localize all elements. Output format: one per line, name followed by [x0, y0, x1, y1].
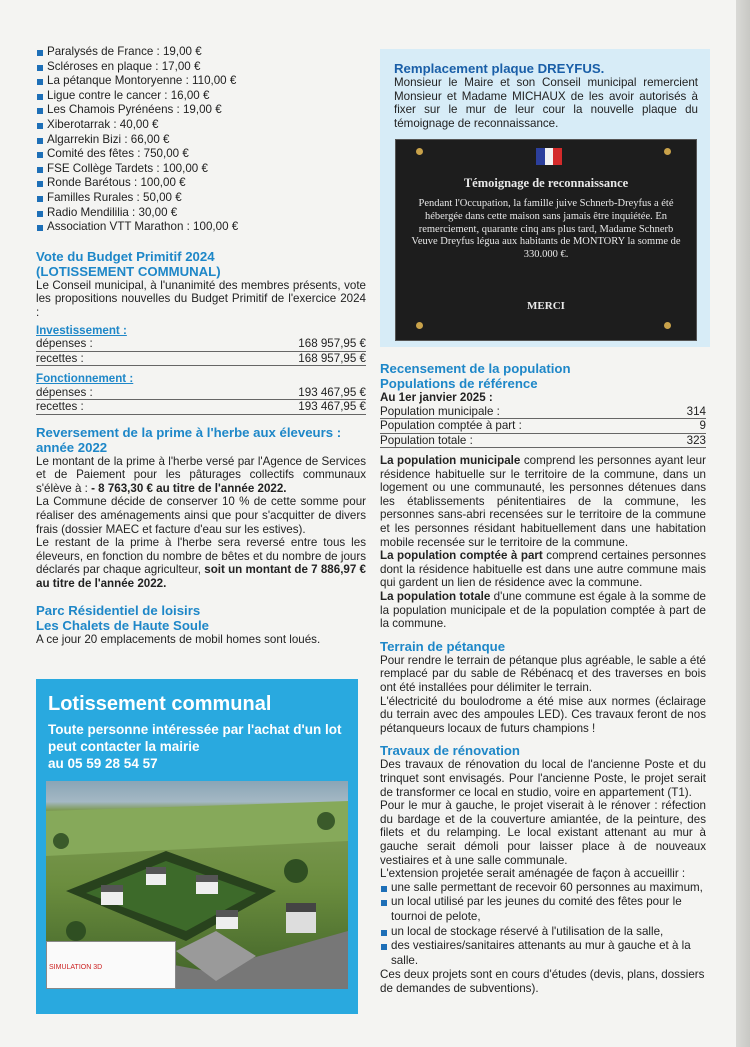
- population-row: [380, 419, 706, 434]
- budget-section: [36, 249, 366, 415]
- invest-dep-row: [36, 337, 366, 352]
- prime-p2: La Commune décide de conserver 10 % de cette somme pour réaliser des aménagements ainsi que pour s'acquitter de divers frais (dossier MAEC et facture d'eau sur les estives).: [36, 495, 366, 536]
- renovation-item: un local de stockage réservé à l'utilisation de la salle,: [380, 925, 706, 940]
- amount: - 8 763,30 € au titre de l'année 2022.: [87, 481, 287, 495]
- renovation-list: [380, 881, 706, 969]
- value: 193 467,95 €: [298, 385, 366, 399]
- screw-icon: [664, 148, 671, 155]
- def-totale: [380, 590, 706, 631]
- screw-icon: [416, 322, 423, 329]
- subsidy-item: Ronde Barétous : 100,00 €: [36, 176, 366, 191]
- subsidy-item: Comité des fêtes : 750,00 €: [36, 147, 366, 162]
- population-table: [380, 405, 706, 449]
- invest-rec-row: [36, 352, 366, 367]
- petanque-p2: L'électricité du boulodrome a été mise aux normes (éclairage du terrain avec des ampoules LED). Ces travaux feront de nos pétanqueurs locaux de futurs champions !: [380, 694, 706, 735]
- subsidy-list: [36, 45, 366, 235]
- label: dépenses :: [36, 337, 93, 351]
- text: Le montant de la prime à l'herbe versé par l'Agence de Services et de Paiement pour les pâturages collectifs communaux s'élève à :: [36, 454, 366, 495]
- population-row: [380, 405, 706, 420]
- amount: soit un montant de 7 886,97 € au titre de l'année 2022.: [36, 563, 366, 591]
- label: dépenses :: [36, 385, 93, 399]
- parc-title-2: Les Chalets de Haute Soule: [36, 617, 209, 633]
- term: La population municipale: [380, 454, 521, 468]
- definition: d'une commune est égale à la somme de la population municipale et de la population comptée à part de la commune.: [380, 590, 707, 631]
- parc-text: A ce jour 20 emplacements de mobil homes sont loués.: [36, 632, 321, 646]
- fonct-rec-row: [36, 400, 366, 415]
- text: Le restant de la prime à l'herbe sera reversé entre tous les éleveurs, en fonction du nombre de bêtes et du nombre de jours déclarés par chaque agriculteur,: [36, 536, 366, 577]
- def-municipale: [380, 454, 706, 549]
- value: 168 957,95 €: [298, 337, 366, 351]
- budget-title-1: Vote du Budget Primitif 2024: [36, 248, 215, 264]
- subsidy-item: Les Chamois Pyrénéens : 19,00 €: [36, 103, 366, 118]
- subsidy-item: Association VTT Marathon : 100,00 €: [36, 220, 366, 235]
- plaque-text: Monsieur le Maire et son Conseil municipal remercient Monsieur et Madame MICHAUX de les avoir autorisés à fixer sur le mur de leur cour la nouvelle plaque du témoignage de reconnaissance.: [394, 76, 698, 130]
- subsidy-item: Radio Mendililia : 30,00 €: [36, 206, 366, 221]
- recensement-date: Au 1er janvier 2025 :: [380, 391, 493, 404]
- subsidy-item: FSE Collège Tardets : 100,00 €: [36, 162, 366, 177]
- lotissement-aerial-photo: [46, 781, 348, 989]
- parc-section: [36, 603, 366, 647]
- plan-cartouche: [46, 941, 176, 989]
- plaque-heading: Témoignage de reconnaissance: [463, 176, 629, 190]
- renovation-p2: Pour le mur à gauche, le projet viserait à le rénover : réfection du bardage et de la couverture amiantée, de la peinture, des filets et du relamping. Le local existant attenant au mur à gauche serait démoli pour laisser place à de nouveaux vestiaires et à une salle communale.: [380, 799, 706, 867]
- prime-p1: [36, 455, 366, 496]
- population-label: Population comptée à part :: [380, 419, 522, 433]
- page-edge: [736, 0, 750, 1047]
- contact-line-2: peut contacter la mairie: [48, 739, 200, 754]
- left-column: [36, 45, 366, 646]
- phone-number: au 05 59 28 54 57: [48, 756, 158, 771]
- subsidy-item: Paralysés de France : 19,00 €: [36, 45, 366, 60]
- budget-title-2: (LOTISSEMENT COMMUNAL): [36, 263, 221, 279]
- plaque-title: Remplacement plaque DREYFUS.: [394, 61, 605, 76]
- plaque-merci: MERCI: [527, 300, 565, 312]
- population-label: Population municipale :: [380, 404, 500, 418]
- right-column: [380, 361, 706, 995]
- population-value: 314: [686, 404, 706, 418]
- renovation-p3: L'extension projetée serait aménagée de façon à accueillir :: [380, 867, 686, 881]
- population-row: [380, 434, 706, 449]
- fonct-dep-row: [36, 386, 366, 401]
- parc-title-1: Parc Résidentiel de loisirs: [36, 602, 201, 618]
- subsidy-item: Xiberotarrak : 40,00 €: [36, 118, 366, 133]
- plaque-photo: [395, 139, 697, 341]
- definition: comprend les personnes ayant leur résidence habituelle sur le territoire de la commune, dans un logement ou une communauté, les personnes détenues dans les établissements pénitentiaires de la commune, les personnes sans-abri recensées sur le territoire de la commune et les personnes résidant habituellement dans une habitation mobile recensée sur le territoire de la commune.: [380, 454, 706, 549]
- subsidy-item: Ligue contre le cancer : 16,00 €: [36, 89, 366, 104]
- plaque-intro: [394, 61, 698, 130]
- screw-icon: [664, 322, 671, 329]
- renovation-p4: Ces deux projets sont en cours d'études (devis, plans, dossiers de demandes de subventions).: [380, 968, 705, 995]
- prime-p3: [36, 536, 366, 590]
- population-value: 323: [686, 433, 706, 447]
- budget-intro: Le Conseil municipal, à l'unanimité des membres présents, vote les propositions nouvelles du Budget Primitif de l'exercice 2024 :: [36, 278, 366, 319]
- lotissement-box: [36, 679, 358, 1014]
- petanque-p1: Pour rendre le terrain de pétanque plus agréable, le sable a été remplacé par du sable de Rébénacq et des traverses en bois ont été installées pour délimiter le terrain.: [380, 653, 706, 694]
- def-comptee: [380, 549, 706, 590]
- lotissement-title: Lotissement communal: [48, 693, 272, 715]
- petanque-title: Terrain de pétanque: [380, 638, 506, 654]
- lotissement-contact: [48, 721, 348, 772]
- subsidy-item: Algarrekin Bizi : 66,00 €: [36, 133, 366, 148]
- term: La population totale: [380, 590, 491, 604]
- invest-label: Investissement :: [36, 323, 127, 337]
- renovation-p1: Des travaux de rénovation du local de l'ancienne Poste et du trinquet sont envisagés. Pour l'ancienne Poste, le projet serait de transformer ce local en studio, voire en appartement (T1).: [380, 758, 706, 799]
- label: recettes :: [36, 351, 84, 365]
- term: La population comptée à part: [380, 549, 543, 563]
- prime-title: Reversement de la prime à l'herbe aux éleveurs : année 2022: [36, 424, 342, 455]
- recensement-title-2: Populations de référence: [380, 376, 538, 391]
- renovation-item: des vestiaires/sanitaires attenants au mur à gauche et à la salle.: [380, 939, 706, 968]
- subsidy-item: Scléroses en plaque : 17,00 €: [36, 60, 366, 75]
- subsidy-item: Familles Rurales : 50,00 €: [36, 191, 366, 206]
- population-label: Population totale :: [380, 433, 473, 447]
- renovation-item: un local utilisé par les jeunes du comité des fêtes pour le tournoi de pelote,: [380, 895, 706, 924]
- recensement-title-1: Recensement de la population: [380, 361, 571, 376]
- subsidy-item: La pétanque Montoryenne : 110,00 €: [36, 74, 366, 89]
- contact-line-1: Toute personne intéressée par l'achat d'un lot: [48, 722, 342, 737]
- plaque-box: [380, 49, 710, 347]
- prime-section: [36, 425, 366, 591]
- simulation-label: SIMULATION 3D: [49, 964, 103, 971]
- plaque-body: Pendant l'Occupation, la famille juive Schnerb-Dreyfus a été hébergée dans cette maison sans jamais être inquiétée. En remerciement, quarante cinq ans plus tard, Madame Schnerb Veuve Dreyfus légua aux habitants de MONTORY la somme de 330.000 €.: [411, 198, 681, 261]
- screw-icon: [416, 148, 423, 155]
- population-value: 9: [699, 419, 706, 433]
- value: 193 467,95 €: [298, 400, 366, 414]
- french-flag-icon: [536, 148, 562, 165]
- definition: comprend certaines personnes dont la résidence habituelle est dans une autre commune mais qui gardent un lien de résidence avec la commune.: [380, 549, 707, 590]
- renovation-title: Travaux de rénovation: [380, 743, 520, 759]
- value: 168 957,95 €: [298, 351, 366, 365]
- label: recettes :: [36, 400, 84, 414]
- renovation-item: une salle permettant de recevoir 60 personnes au maximum,: [380, 881, 706, 896]
- fonct-label: Fonctionnement :: [36, 372, 134, 386]
